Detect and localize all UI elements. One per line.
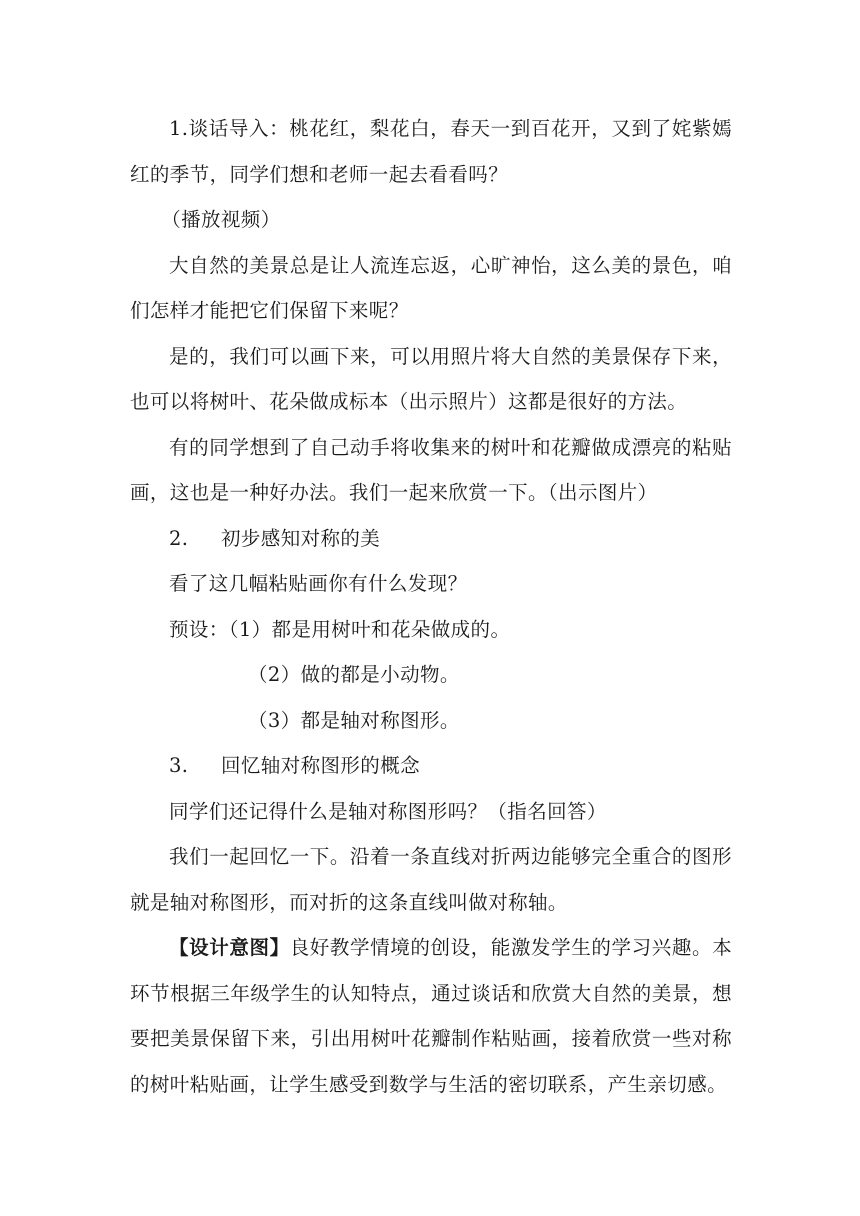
play-video-note: （播放视频）: [161, 208, 281, 231]
section-2-number: 2.: [169, 526, 189, 550]
section-2-heading: [130, 516, 732, 562]
section-3-number: 3.: [169, 754, 189, 777]
intro-paragraph: 1.谈话导入：桃花红，梨花白，春天一到百花开，又到了姹紫嫣红的季节，同学们想和老师一起去看看吗？: [130, 117, 732, 186]
preserve-methods-paragraph: 是的，我们可以画下来，可以用照片将大自然的美景保存下来，也可以将树叶、花朵做成标本（出示照片）这都是很好的方法。: [130, 344, 732, 413]
definition-paragraph: 我们一起回忆一下。沿着一条直线对折两边能够完全重合的图形就是轴对称图形，而对折的这条直线叫做对称轴。: [130, 845, 732, 914]
recall-question: 同学们还记得什么是轴对称图形吗？（指名回答）: [169, 799, 607, 823]
design-intent-paragraph: [130, 925, 732, 1107]
preset-label: 预设：: [169, 617, 229, 641]
document-page: [130, 106, 732, 1107]
design-intent-text: 良好教学情境的创设，能激发学生的学习兴趣。本环节根据三年级学生的认知特点，通过谈话和欣赏大自然的美景，想要把美景保留下来，引出用树叶花瓣制作粘贴画，接着欣赏一些对称的树叶粘贴画，让学生感受到数学与生活的密切联系，产生亲切感。: [130, 936, 732, 1096]
collage-paragraph: 有的同学想到了自己动手将收集来的树叶和花瓣做成漂亮的粘贴画，这也是一种好办法。我们一起来欣赏一下。（出示图片）: [130, 435, 732, 504]
preset-answer-1: （1）都是用树叶和花朵做成的。: [228, 617, 511, 641]
preset-answer-2: （2）做的都是小动物。: [248, 663, 460, 686]
section-2-title: 初步感知对称的美: [221, 526, 381, 550]
section-3-heading: [130, 743, 732, 789]
section-3-title: 回忆轴对称图形的概念: [221, 754, 421, 777]
nature-question-paragraph: 大自然的美景总是让人流连忘返，心旷神怡，这么美的景色，咱们怎样才能把它们保留下来呢？: [130, 253, 732, 322]
preset-answer-3: （3）都是轴对称图形。: [248, 708, 460, 732]
preset-line-1: [130, 607, 732, 653]
design-intent-label: 【设计意图】: [169, 936, 290, 959]
discovery-question: 看了这几幅粘贴画你有什么发现？: [169, 572, 468, 595]
